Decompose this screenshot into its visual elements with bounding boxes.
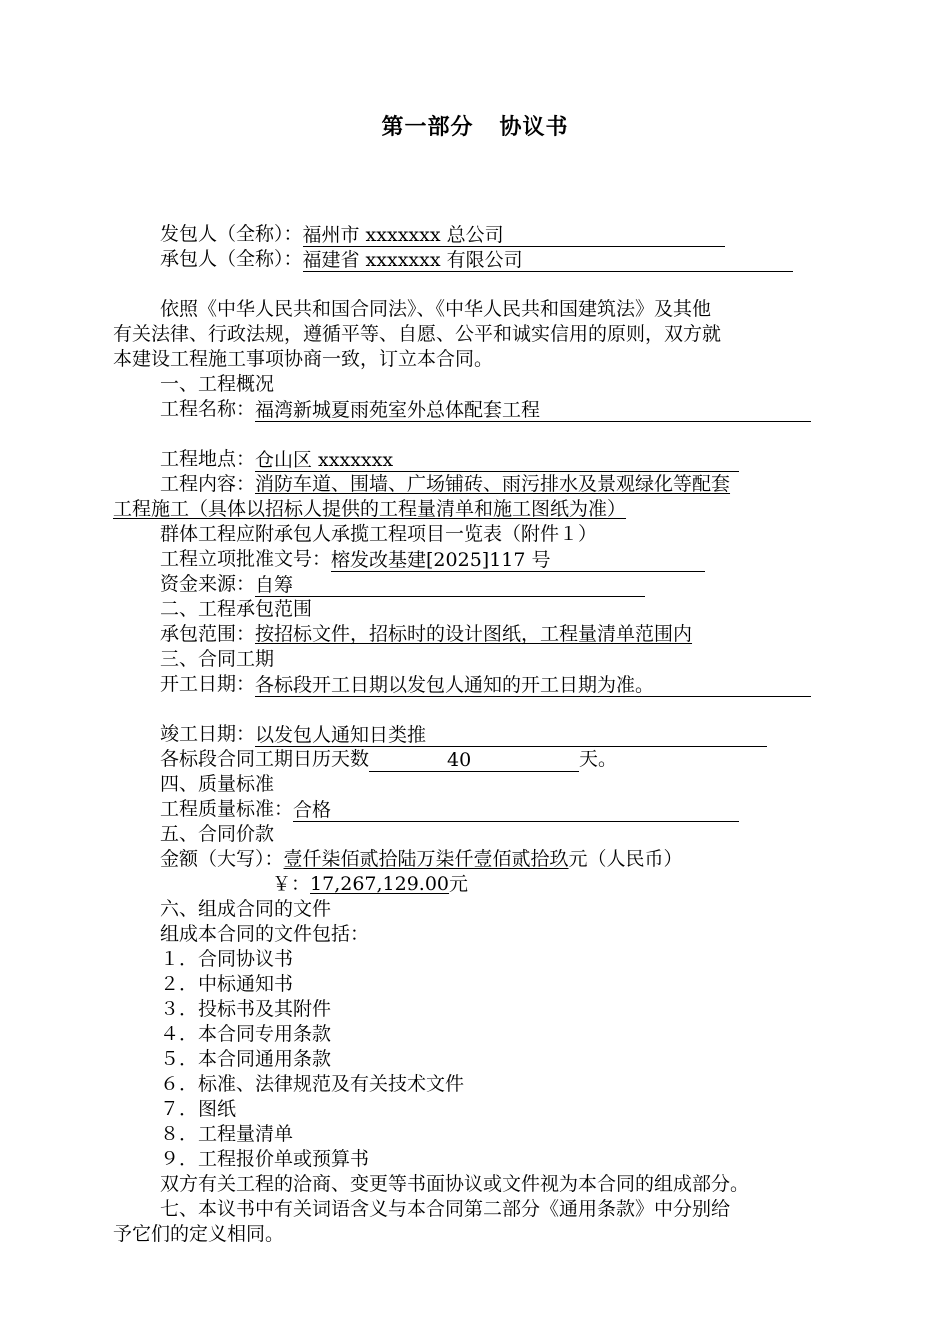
intro-line-3: 本建设工程施工事项协商一致，订立本合同。: [113, 348, 494, 370]
duration-label: 各标段合同工期日历天数: [160, 748, 370, 770]
document-item: ９．工程报价单或预算书: [160, 1148, 370, 1170]
group-project-note: 群体工程应附承包人承揽工程项目一览表（附件１）: [160, 523, 598, 545]
project-location-line: [160, 447, 880, 472]
document-item: ５．本合同通用条款: [160, 1048, 332, 1070]
duration-unit: 天。: [579, 748, 618, 770]
document-item: ２．中标通知书: [160, 973, 294, 995]
start-date-label: 开工日期：: [160, 673, 256, 695]
contractor-label: 承包人（全称）：: [160, 248, 303, 270]
approval-value: 榕发改基建[2025]117 号: [331, 549, 705, 572]
project-location-label: 工程地点：: [160, 448, 256, 470]
project-content-line-2: [113, 497, 833, 522]
contractor-value: 福建省 xxxxxxx 有限公司: [303, 249, 793, 272]
amount-words-label: 金额（大写）：: [160, 848, 284, 870]
amount-words-line: [160, 847, 880, 872]
start-date-value: 各标段开工日期以发包人通知的开工日期为准。: [255, 674, 811, 697]
section6-heading: 六、组成合同的文件: [160, 898, 332, 920]
project-content-label: 工程内容：: [160, 473, 256, 495]
document-item: ６．标准、法律规范及有关技术文件: [160, 1073, 465, 1095]
approval-line: [160, 547, 880, 572]
amount-figures-unit: 元: [449, 873, 469, 895]
title-name: 协议书: [499, 115, 569, 140]
employer-line: [160, 222, 880, 247]
quality-line: [160, 797, 880, 822]
document-item: ７．图纸: [160, 1098, 237, 1120]
documents-intro: 组成本合同的文件包括：: [160, 923, 370, 945]
quality-value: 合格: [293, 799, 739, 822]
section5-heading: 五、合同价款: [160, 823, 275, 845]
documents-closing: 双方有关工程的洽商、变更等书面协议或文件视为本合同的组成部分。: [160, 1173, 750, 1195]
section4-heading: 四、质量标准: [160, 773, 275, 795]
end-date-line: [160, 722, 880, 747]
amount-figures-value: 17,267,129.00: [310, 873, 450, 895]
intro-line-1: 依照《中华人民共和国合同法》、《中华人民共和国建筑法》及其他: [160, 298, 712, 320]
amount-figures-line: [272, 872, 950, 897]
section7-line-1: 七、本议书中有关词语含义与本合同第二部分《通用条款》中分别给: [160, 1198, 731, 1220]
page-title: [0, 110, 950, 141]
document-item: ３．投标书及其附件: [160, 998, 332, 1020]
section1-heading: 一、工程概况: [160, 373, 275, 395]
scope-value: 按招标文件，招标时的设计图纸，工程量清单范围内: [255, 623, 693, 645]
project-name-label: 工程名称：: [160, 398, 256, 420]
duration-line: [160, 747, 880, 772]
title-part: 第一部分: [381, 115, 474, 140]
end-date-value: 以发包人通知日类推: [255, 724, 767, 747]
document-item: １．合同协议书: [160, 948, 294, 970]
currency-symbol: ￥：: [272, 873, 311, 895]
project-content-value-2: 工程施工（具体以招标人提供的工程量清单和施工图纸为准）: [113, 498, 627, 520]
contractor-line: [160, 247, 880, 272]
duration-value-field: [369, 749, 579, 772]
amount-words-suffix: 元（人民币）: [568, 848, 683, 870]
project-content-value-1: 消防车道、围墙、广场铺砖、雨污排水及景观绿化等配套: [255, 473, 731, 495]
employer-value: 福州市 xxxxxxx 总公司: [303, 224, 725, 247]
project-content-line-1: [160, 472, 880, 497]
funding-label: 资金来源：: [160, 573, 256, 595]
amount-words-value: 壹仟柒佰贰拾陆万柒仟壹佰贰拾玖: [283, 848, 569, 870]
section3-heading: 三、合同工期: [160, 648, 275, 670]
start-date-line: [160, 672, 880, 697]
intro-line-2: 有关法律、行政法规，遵循平等、自愿、公平和诚实信用的原则，双方就: [113, 323, 722, 345]
project-location-value: 仓山区 xxxxxxx: [255, 449, 739, 472]
duration-value: 40: [447, 749, 472, 771]
funding-value: 自筹: [255, 574, 645, 597]
quality-label: 工程质量标准：: [160, 798, 294, 820]
employer-label: 发包人（全称）：: [160, 223, 303, 245]
project-name-line: [160, 397, 880, 422]
project-name-value: 福湾新城夏雨苑室外总体配套工程: [255, 399, 811, 422]
funding-line: [160, 572, 880, 597]
document-item: ８．工程量清单: [160, 1123, 294, 1145]
document-item: ４．本合同专用条款: [160, 1023, 332, 1045]
section2-heading: 二、工程承包范围: [160, 598, 313, 620]
section7-line-2: 予它们的定义相同。: [113, 1223, 285, 1245]
approval-label: 工程立项批准文号：: [160, 548, 332, 570]
scope-label: 承包范围：: [160, 623, 256, 645]
end-date-label: 竣工日期：: [160, 723, 256, 745]
scope-line: [160, 622, 880, 647]
